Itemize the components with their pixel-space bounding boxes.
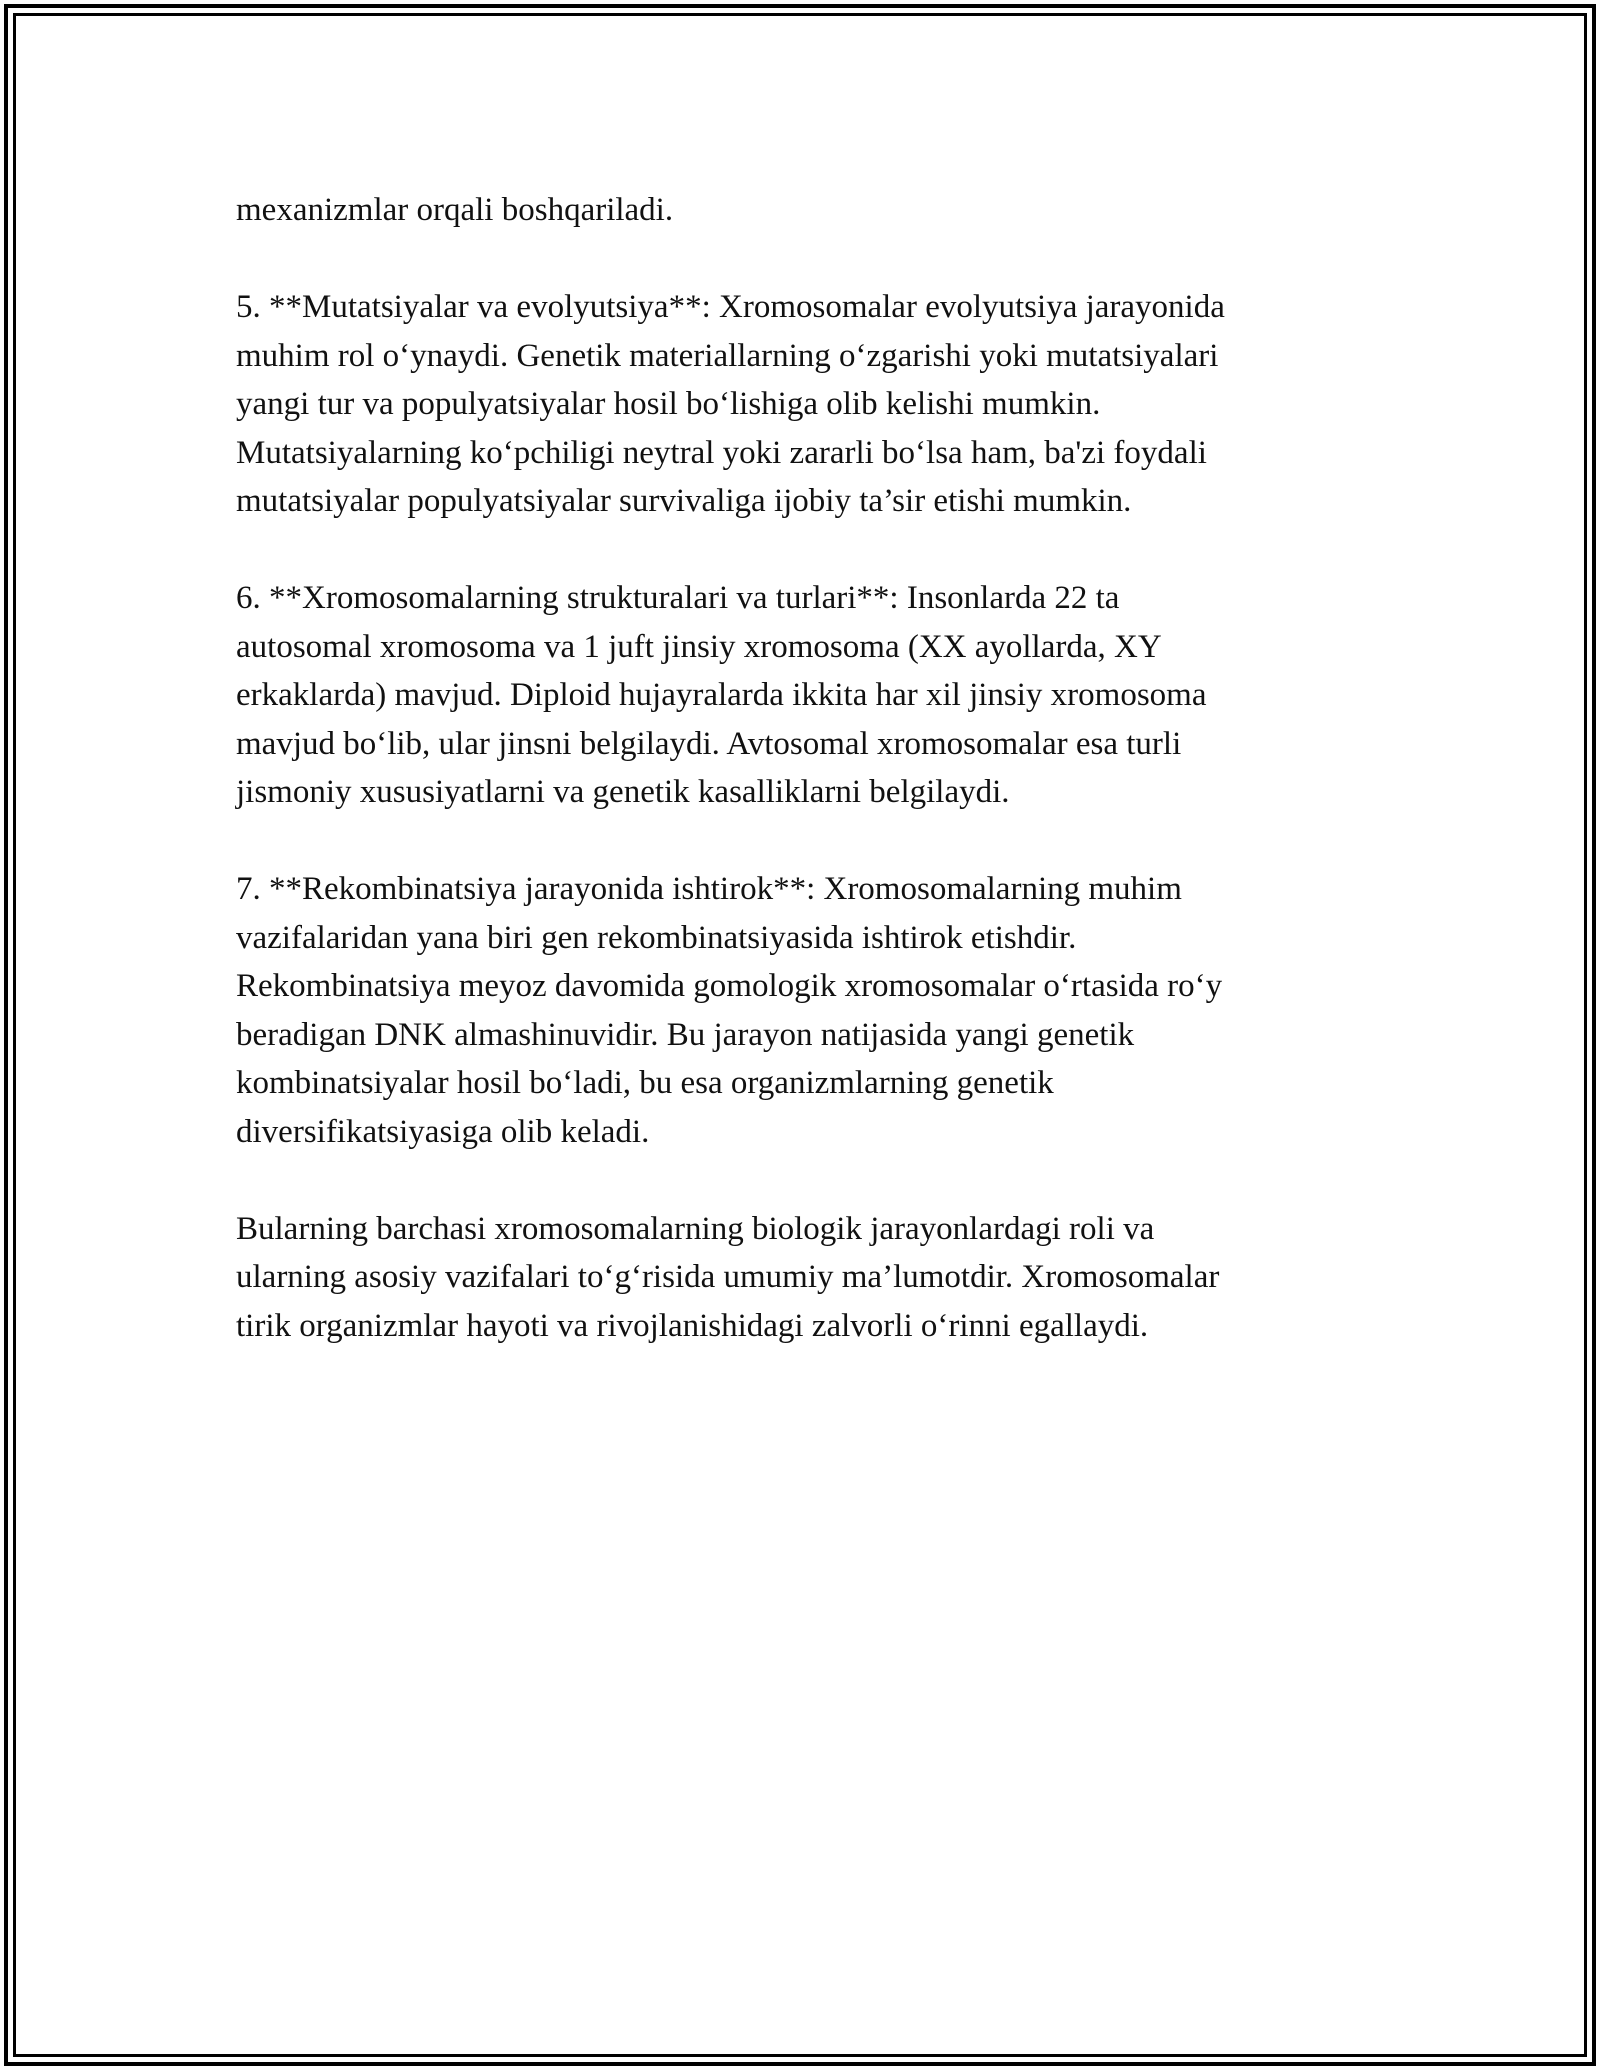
paragraph-mutations: 5. **Mutatsiyalar va evolyutsiya**: Xromosomalar evolyutsiya jarayonida muhim rol o‘ynaydi. Genetik materiallarning o‘zgarishi yoki mutatsiyalari yangi tur va populyatsiyalar hosil bo‘lishiga olib kelishi mumkin. Mutatsiyalarning ko‘pchiligi neytral yoki zararli bo‘lsa ham, ba'zi foydali mutatsiyalar populyatsiyalar survivaliga ijobiy ta’sir etishi mumkin. (236, 289, 1225, 519)
document-body (236, 186, 1366, 1350)
paragraph-recombination: 7. **Rekombinatsiya jarayonida ishtirok**: Xromosomalarning muhim vazifalaridan yana biri gen rekombinatsiyasida ishtirok etishdir. Rekombinatsiya meyoz davomida gomologik xromosomalar o‘rtasida ro‘y beradigan DNK almashinuvidir. Bu jarayon natijasida yangi genetik kombinatsiyalar hosil bo‘ladi, bu esa organizmlarning genetik diversifikatsiyasiga olib keladi. (236, 871, 1223, 1150)
paragraph-structures: 6. **Xromosomalarning strukturalari va turlari**: Insonlarda 22 ta autosomal xromosoma va 1 juft jinsiy xromosoma (XX ayollarda, XY erkaklarda) mavjud. Diploid hujayralarda ikkita har xil jinsiy xromosoma mavjud bo‘lib, ular jinsni belgilaydi. Avtosomal xromosomalar esa turli jismoniy xususiyatlarni va genetik kasalliklarni belgilaydi. (236, 580, 1207, 810)
paragraph-summary: Bularning barchasi xromosomalarning biologik jarayonlardagi roli va ularning asosiy vazifalari to‘g‘risida umumiy ma’lumotdir. Xromosomalar tirik organizmlar hayoti va rivojlanishidagi zalvorli o‘rinni egallaydi. (236, 1210, 1220, 1344)
paragraph-continuation: mexanizmlar orqali boshqariladi. (236, 192, 674, 228)
